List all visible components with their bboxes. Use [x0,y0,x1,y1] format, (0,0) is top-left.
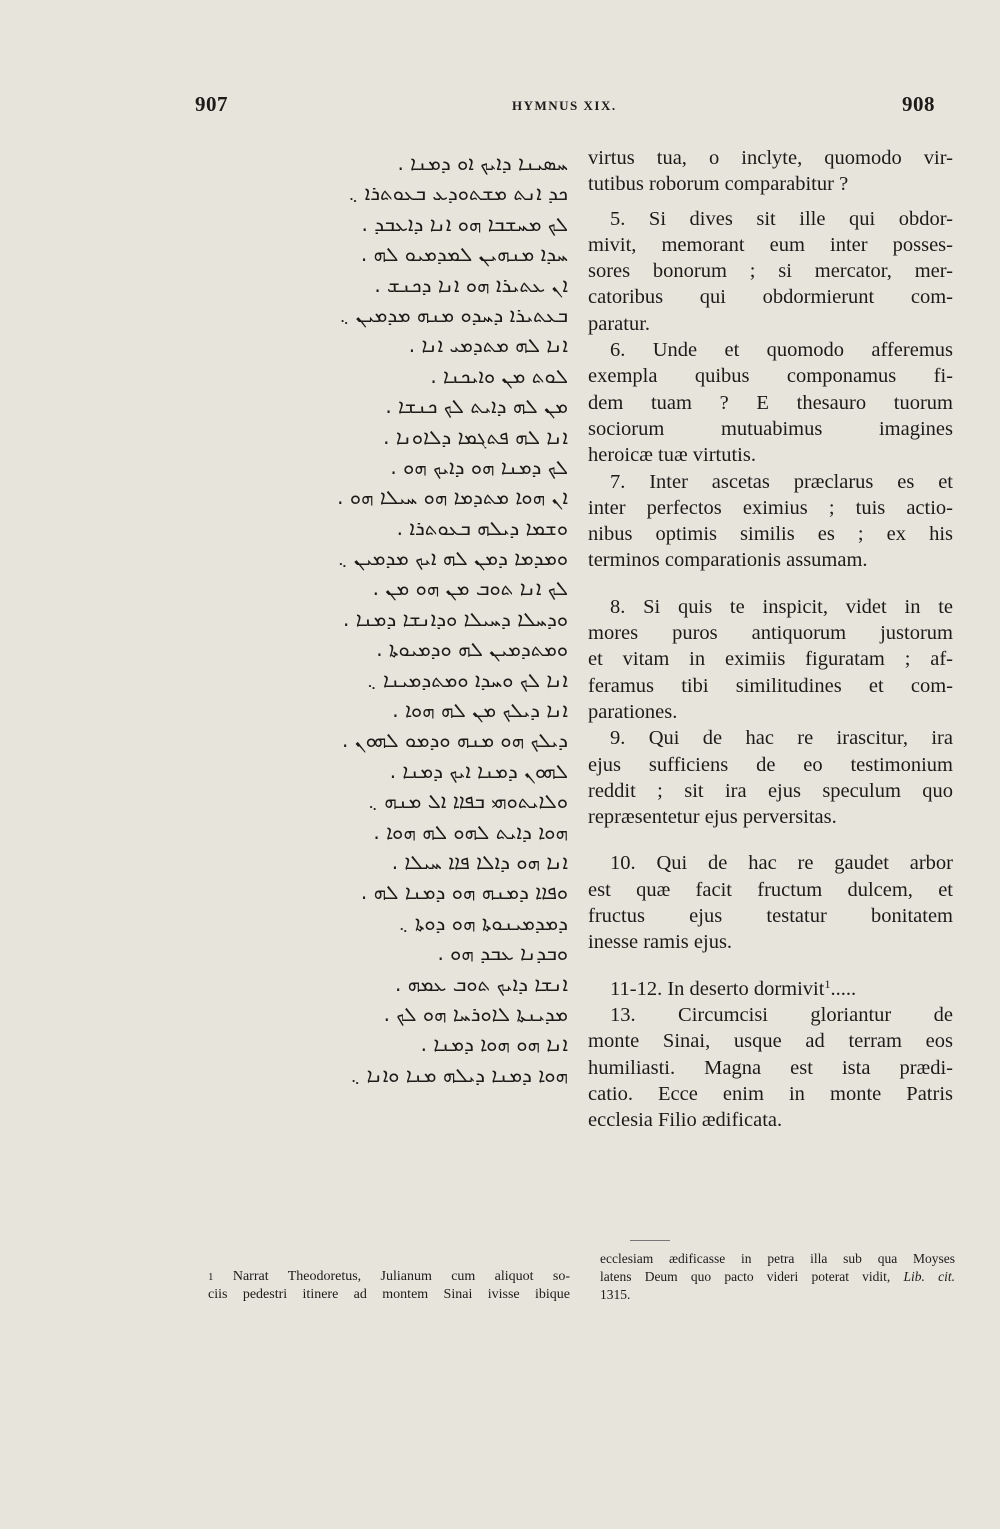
text-line: terminos comparationis assumam. [588,549,868,572]
syriac-line: ܘܕܚܠܐ ܕܚܝܠܐ ܘܕܐܢܫܐ ܕܡܢܐ . [342,606,568,631]
text-line: virtus tua, o inclyte, quomodo vir- [588,147,953,169]
syriac-line: ܠܟ ܕܡܢܐ ܗܘ ܕܐܝܟ ܗܘ . [390,454,568,479]
text-line: et vitam in eximiis figuratam ; af- [588,648,953,671]
text-line: 13. Circumcisi gloriantur de [610,1003,953,1026]
text-line: ecclesia Filio ædificata. [588,1109,783,1132]
syriac-line: ܠܘܬ ܡܢ ܘܐܝܟܢܐ . [430,363,568,388]
text-line: monte Sinai, usque ad terram eos [588,1030,953,1053]
syriac-line: ܐܢܐ ܠܗ ܦܬܓܡܐ ܕܠܐܘܢܐ . [383,424,568,449]
right-page-number: 908 [902,92,935,116]
footnote-right: ecclesiam ædificasse in petra illa sub qua Moyses latens Deum quo pacto videri poterat vidit, Lib. cit. 1315. [600,1251,955,1302]
text-line: catio. Ecce enim in monte Patris [588,1082,953,1105]
footnote-reference: 1 [824,976,831,991]
text-line: feramus tibi similitudines et com- [588,674,953,697]
latin-translation-column [588,145,953,1133]
text-line: nibus optimis similis es ; ex his [588,523,953,546]
syriac-line: ܐܢܐ ܗܘ ܗܘܐ ܕܡܢܐ . [420,1032,568,1057]
text-line: humiliasti. Magna est ista prædi- [588,1056,953,1079]
footnote-left: 1 Narrat Theodoretus, Julianum cum aliquot so- ciis pedestri itinere ad montem Sinai ivisse ibique [208,1269,571,1302]
text-line: exempla quibus componamus fi- [588,365,953,388]
text-line: 7. Inter ascetas præclarus es et [610,470,953,493]
syriac-line: ܗܘܐ ܕܐܝܬ ܠܗܘ ܠܗ ܗܘܐ . [373,819,568,844]
text-line: 8. Si quis te inspicit, videt in te [610,595,953,618]
text-line: repræsentetur ejus perversitas. [588,806,837,829]
text-line: tutibus roborum comparabitur ? [588,173,849,196]
syriac-line: ܡܕܝܢܬܐ ܠܐܘܪܚܐ ܗܘ ܠܟ . [383,1001,568,1026]
syriac-line: ܕܝܠܟ ܗܘ ܡܢܗ ܘܕܡܘ ܠܗܘܢ . [341,728,568,753]
syriac-line: ܐܢ ܥܬܝܪܐ ܗܘ ܐܢܐ ܕܟܢܫ . [374,272,568,297]
text-line: 11-12. In deserto dormivit$^1$..... [610,976,857,1000]
text-line: reddit ; sit ira ejus speculum quo [588,779,953,802]
text-line: sores bonorum ; si mercator, mer- [588,260,953,283]
syriac-line: ܕܡܕܡܝܢܘܬܐ ܗܘ ܕܘܬܐ ܆ [398,910,568,935]
syriac-line: ܠܟ ܐܢܐ ܬܘܒ ܡܢ ܗܘ ܡܢ . [372,576,568,601]
text-line: catoribus qui obdormierunt com- [588,286,953,309]
text-line: mivit, memorant eum inter posses- [588,233,953,256]
syriac-line: ܘܡܕܡܐ ܕܡܢ ܠܗ ܐܝܟ ܡܕܡܝܢ ܆ [337,546,568,571]
syriac-line: ܐܢ ܗܘܐ ܡܬܕܡܐ ܗܘ ܚܝܠܐ ܗܘ . [337,485,568,510]
citation-reference: Lib. cit. [903,1269,955,1284]
syriac-line: ܚܕܐ ܡܢܗܝܢ ܠܡܕܡܝܘ ܠܗ . [360,242,568,267]
syriac-line: ܐܢܐ ܕܝܠܟ ܡܢ ܠܗ ܗܘܐ . [392,698,568,723]
syriac-line: ܘܦܐܐ ܕܡܢܗ ܗܘ ܕܡܢܐ ܠܗ . [360,880,568,905]
syriac-line: ܘܠܐܝܬܘܗܝ ܒܦܐܐ ܐܠ ܡܢܗ ܆ [367,789,568,814]
running-title: HYMNUS XIX. [512,98,617,113]
syriac-line: ܘܡܬܕܡܝܢ ܠܗ ܘܕܡܝܘܬܐ . [376,637,568,662]
text-line: heroicæ tuæ virtutis. [588,444,756,467]
left-page-number: 907 [195,92,228,116]
syriac-line: ܟܕ ܐܢܬ ܡܫܬܘܕܥ ܒܥܘܬܪܐ ܆ [348,181,568,206]
syriac-line: ܐܢܐ ܠܗ ܡܬܕܡܝ ܐܢܐ . [408,333,568,358]
text-line: inter perfectos eximius ; tuis actio- [588,496,953,519]
footnote-divider [630,1240,670,1241]
syriac-line: ܘܒܕܢܐ ܥܒܕ ܗܘ . [437,941,568,966]
syriac-line: ܠܟ ܡܚܫܒܐ ܗܘ ܐܢܐ ܕܐܥܒܕ . [361,211,568,236]
footnote-number: 1 [208,1271,214,1283]
page-header [195,92,940,132]
syriac-line: ܐܢܫܐ ܕܐܝܟ ܬܘܒ ܥܡܗ . [394,971,568,996]
text-line: 9. Qui de hac re irascitur, ira [610,727,953,750]
text-line: parationes. [588,700,678,723]
text-line: 5. Si dives sit ille qui obdor- [610,207,953,230]
syriac-line: ܐܢܐ ܠܟ ܘܚܕܐ ܘܡܬܕܡܝܢܐ ܆ [366,667,568,692]
text-line: ejus sufficiens de eo testimonium [588,753,953,776]
syriac-line: ܡܢ ܠܗ ܕܐܝܬ ܠܟ ܟܢܫܐ . [385,394,568,419]
text-line: mores puros antiquorum justorum [588,622,953,645]
syriac-line: ܠܗܘܢ ܕܡܢܐ ܐܝܟ ܕܡܢܐ . [389,758,568,783]
text-line: 6. Unde et quomodo afferemus [610,339,953,362]
syriac-text-column [208,148,568,1090]
syriac-line: ܒܥܬܝܪܐ ܕܚܕܘ ܡܢܗ ܡܕܡܝܢ ܆ [339,302,568,327]
text-line: inesse ramis ejus. [588,931,733,954]
syriac-line: ܗܘܐ ܕܡܢܐ ܕܝܠܗ ܡܢܐ ܘܐܢܐ ܆ [350,1062,568,1087]
text-line: sociorum mutuabimus imagines [588,417,953,440]
text-line: fructus ejus testatur bonitatem [588,905,953,928]
syriac-line: ܘܫܡܐ ܕܝܠܗ ܒܥܘܬܪܐ . [396,515,568,540]
text-line: 10. Qui de hac re gaudet arbor [610,852,953,875]
text-line: paratur. [588,312,651,335]
syriac-line: ܚܣܝܢܐ ܕܐܝܟ ܐܘ ܕܡܢܐ . [397,151,568,175]
text-line: dem tuam ? E thesauro tuorum [588,391,953,414]
syriac-line: ܐܢܐ ܗܘ ܕܐܠܐ ܦܐܐ ܚܝܠܐ . [391,849,568,874]
text-line: est quæ facit fructum dulcem, et [588,878,953,901]
